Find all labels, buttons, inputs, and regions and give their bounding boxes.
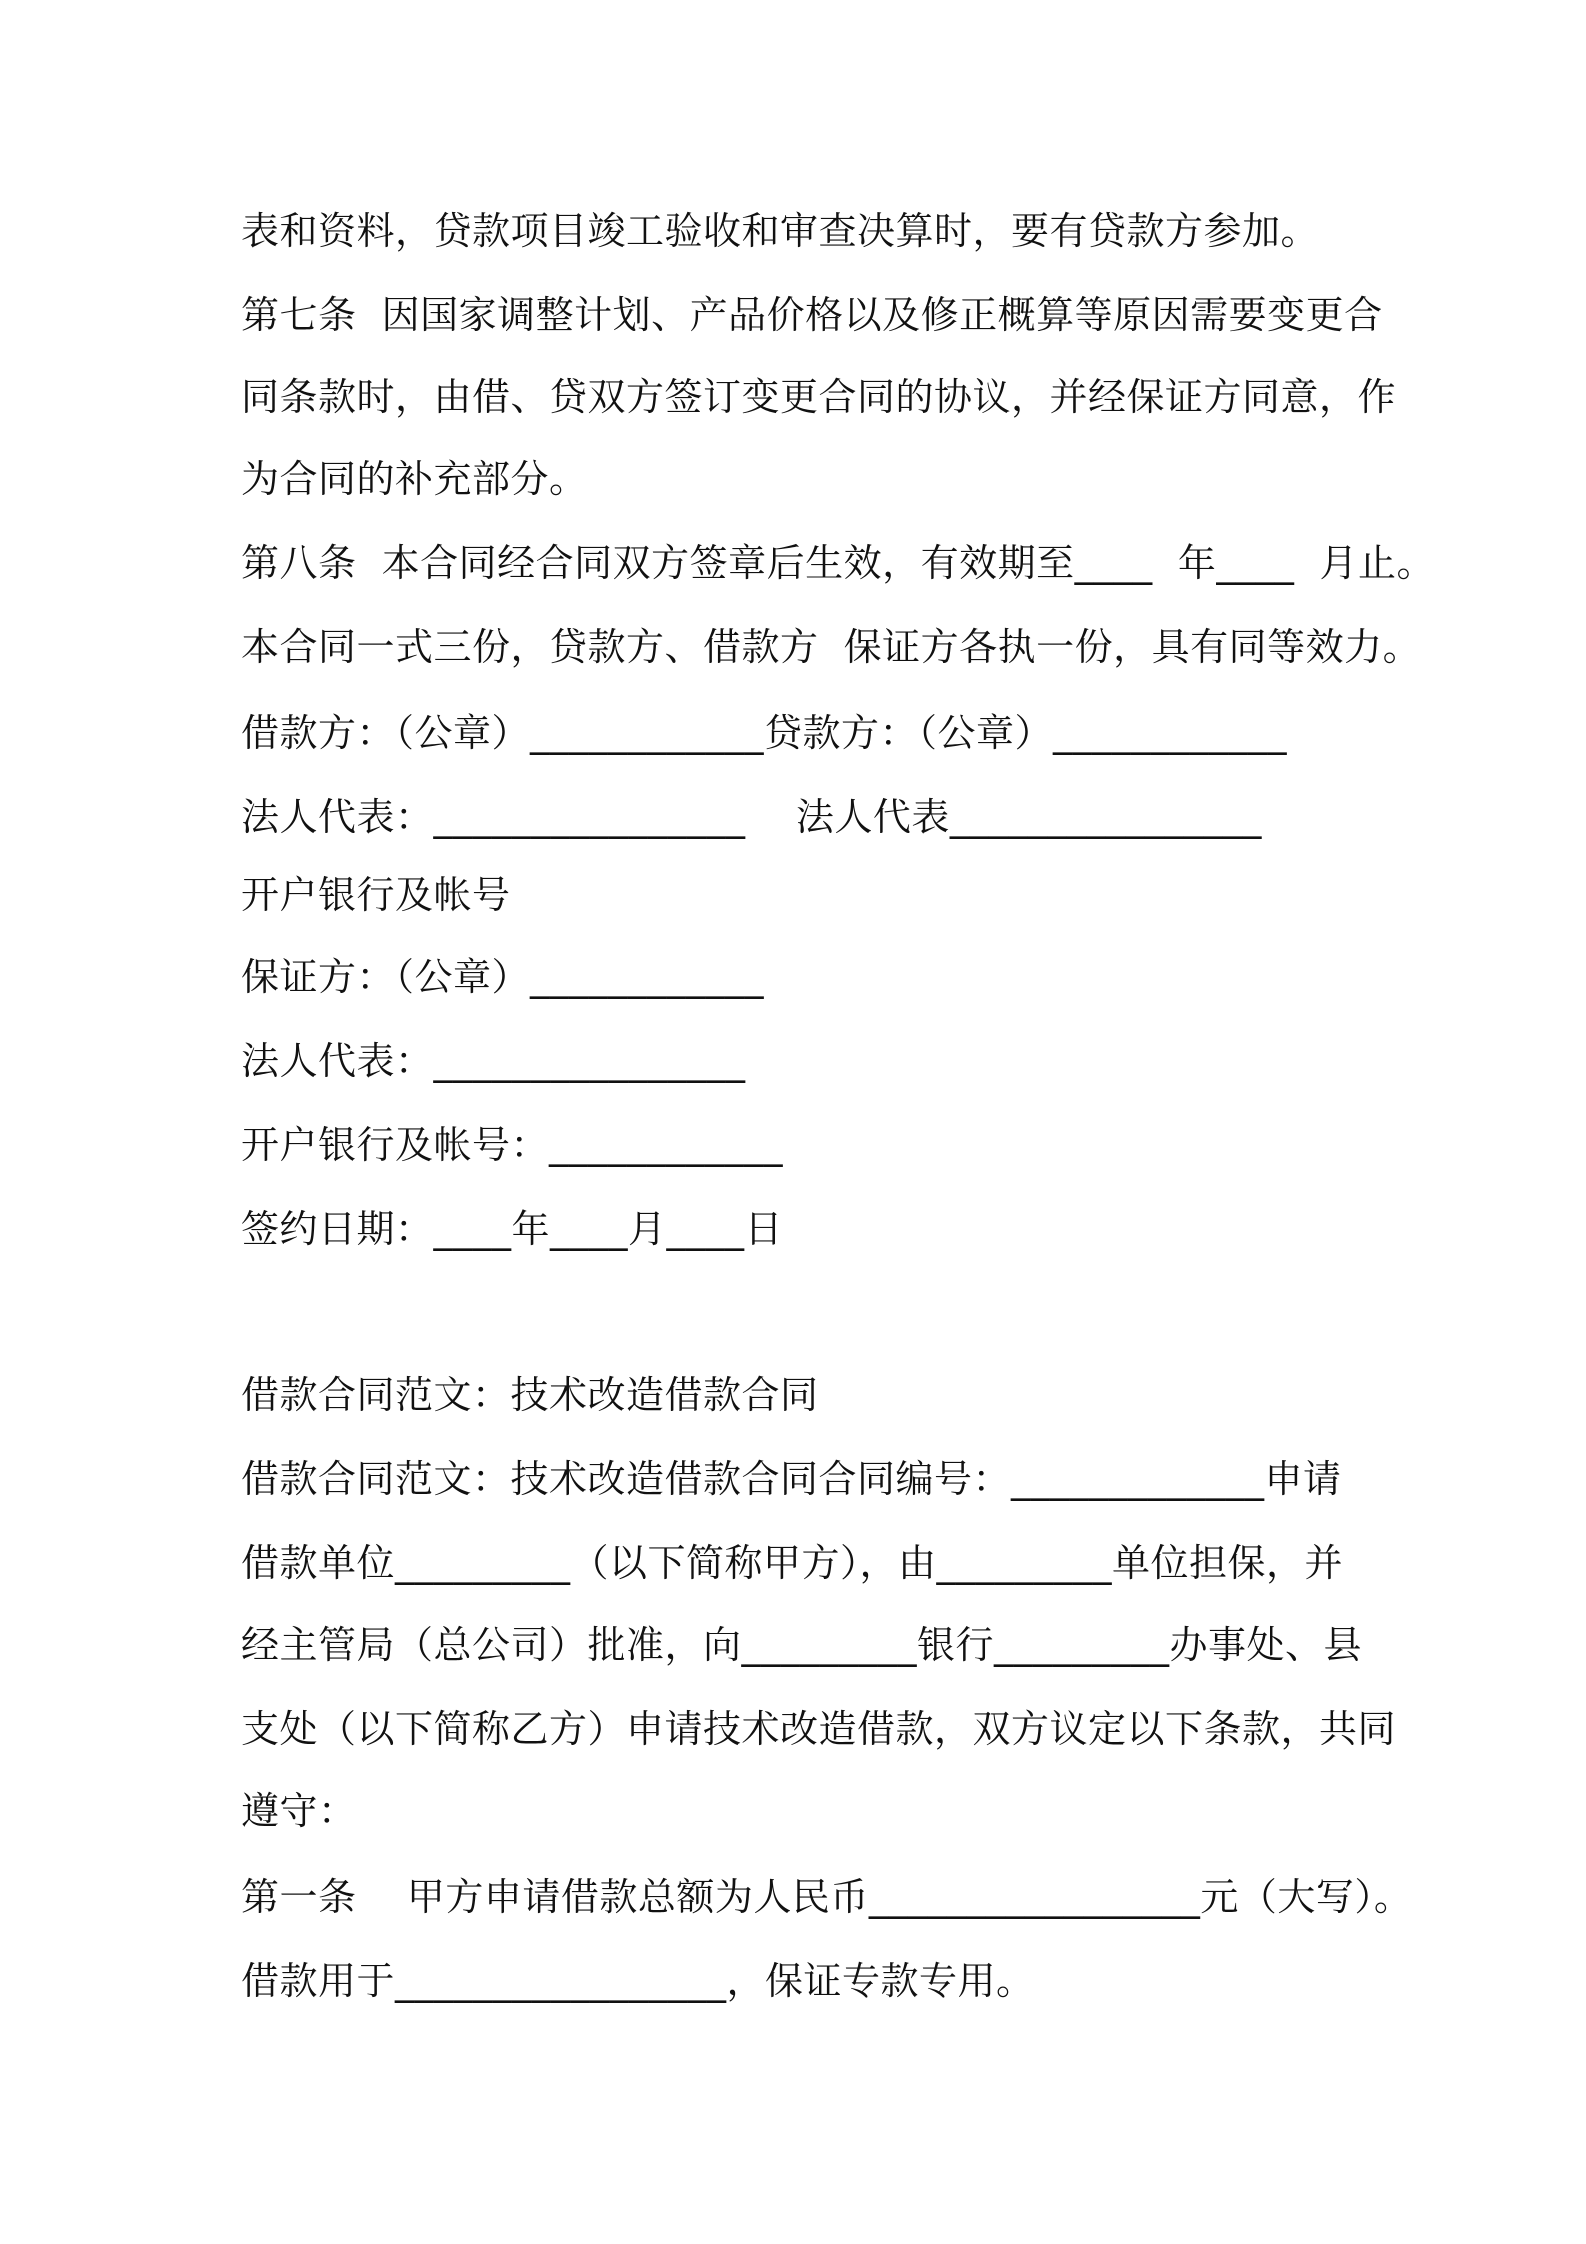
section-heading: 借款合同范文：技术改造借款合同 <box>241 1373 819 1417</box>
guarantor-seal-line: 保证方：（公章）____________ <box>241 955 765 999</box>
clause-seven-line: 第七条 因国家调整计划、产品价格以及修正概算等原因需要变更合 <box>241 293 1383 337</box>
text-line: 支处（以下简称乙方）申请技术改造借款，双方议定以下条款，共同 <box>241 1707 1397 1751</box>
clause-eight-line: 第八条 本合同经合同双方签章后生效，有效期至____ 年____ 月止。 <box>241 541 1435 585</box>
text-line: 经主管局（总公司）批准，向_________银行_________办事处、县 <box>241 1623 1363 1667</box>
text-line: 借款单位_________（以下简称甲方），由_________单位担保，并 <box>241 1541 1344 1585</box>
bank-account-line: 开户银行及帐号 <box>241 873 511 917</box>
text-line: 表和资料，贷款项目竣工验收和审查决算时，要有贷款方参加。 <box>241 209 1320 253</box>
text-line: 为合同的补充部分。 <box>241 457 588 501</box>
contract-number-line: 借款合同范文：技术改造借款合同合同编号：_____________申请 <box>241 1457 1342 1501</box>
bank-account-line: 开户银行及帐号：____________ <box>241 1123 784 1167</box>
legal-rep-line: 法人代表：________________ <box>241 1039 746 1083</box>
text-line: 借款用于_________________，保证专款专用。 <box>241 1959 1035 2003</box>
text-line: 同条款时，由借、贷双方签订变更合同的协议，并经保证方同意，作 <box>241 375 1397 419</box>
legal-rep-line: 法人代表：________________ 法人代表________________ <box>241 795 1262 839</box>
signing-date-line: 签约日期：____年____月____日 <box>241 1207 784 1251</box>
borrower-seal-line: 借款方：（公章）____________贷款方：（公章）____________ <box>241 711 1288 755</box>
text-line: 本合同一式三份，贷款方、借款方 保证方各执一份，具有同等效力。 <box>241 625 1422 669</box>
clause-one-line: 第一条 甲方申请借款总额为人民币_________________元（大写）。 <box>241 1875 1413 1919</box>
text-line: 遵守： <box>241 1789 357 1833</box>
